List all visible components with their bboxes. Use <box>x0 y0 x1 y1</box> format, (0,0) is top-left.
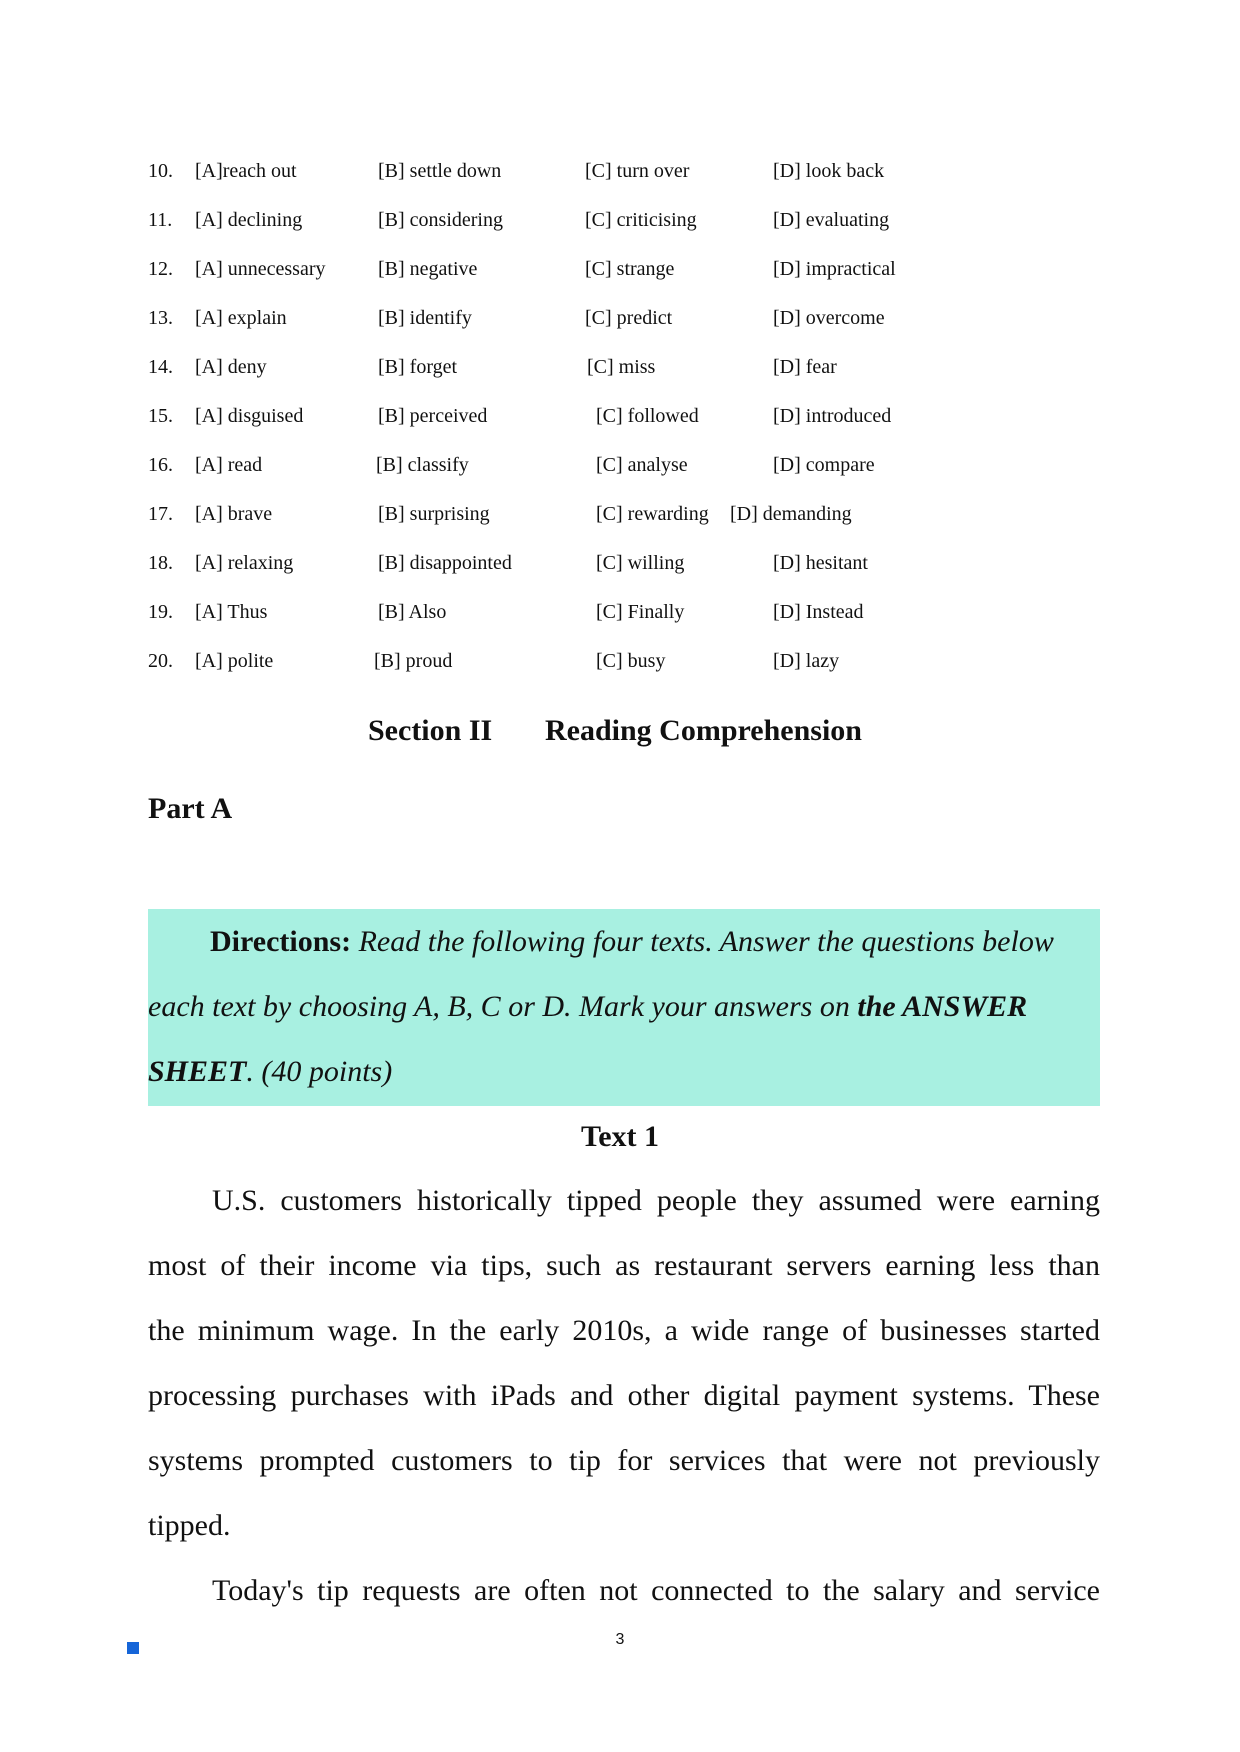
option-c: [C] predict <box>585 307 673 329</box>
option-c: [C] turn over <box>585 160 690 182</box>
section-label: Section II <box>368 714 493 747</box>
option-d: [D] Instead <box>773 601 864 623</box>
directions-line-2 <box>148 990 1027 1024</box>
option-b: [B] forget <box>378 356 458 378</box>
question-number: 14. <box>148 356 173 378</box>
option-a: [A] Thus <box>195 601 268 623</box>
option-c: [C] Finally <box>596 601 685 623</box>
option-b: [B] considering <box>378 209 503 231</box>
option-row <box>0 209 1240 239</box>
question-number: 10. <box>148 160 173 182</box>
option-b: [B] negative <box>378 258 478 280</box>
option-d: [D] hesitant <box>773 552 868 574</box>
option-d: [D] lazy <box>773 650 840 672</box>
option-a: [A] declining <box>195 209 303 231</box>
option-c: [C] strange <box>585 258 675 280</box>
option-c: [C] miss <box>587 356 656 378</box>
option-a: [A] polite <box>195 650 274 672</box>
passage-line: tipped. <box>148 1509 231 1542</box>
corner-marker-icon <box>127 1642 139 1654</box>
section-name: Reading Comprehension <box>545 714 862 747</box>
option-b: [B] Also <box>378 601 447 623</box>
option-d: [D] demanding <box>730 503 852 525</box>
directions-text-1: Read the following four texts. Answer the questions below <box>358 925 1054 958</box>
option-a: [A] read <box>195 454 263 476</box>
option-b: [B] settle down <box>378 160 502 182</box>
option-a: [A] disguised <box>195 405 304 427</box>
option-c: [C] criticising <box>585 209 697 231</box>
option-d: [D] impractical <box>773 258 896 280</box>
part-title: Part A <box>148 792 233 825</box>
option-row <box>0 601 1240 631</box>
option-row <box>0 503 1240 533</box>
option-row <box>0 160 1240 190</box>
option-row <box>0 307 1240 337</box>
option-row <box>0 552 1240 582</box>
directions-text-2: each text by choosing A, B, C or D. Mark your answers on <box>148 990 850 1023</box>
option-d: [D] fear <box>773 356 837 378</box>
option-c: [C] busy <box>596 650 666 672</box>
question-number: 13. <box>148 307 173 329</box>
option-a: [A] brave <box>195 503 273 525</box>
directions-box <box>148 909 1100 1106</box>
directions-label: Directions: <box>210 925 352 958</box>
passage-line: Today's tip requests are often not connected to the salary and service <box>212 1574 1100 1607</box>
option-a: [A] deny <box>195 356 267 378</box>
option-c: [C] followed <box>596 405 699 427</box>
directions-line-1 <box>210 925 1054 959</box>
directions-bold-sheet: SHEET <box>148 1055 247 1088</box>
option-row <box>0 650 1240 680</box>
option-a: [A] relaxing <box>195 552 294 574</box>
option-d: [D] introduced <box>773 405 892 427</box>
question-number: 16. <box>148 454 173 476</box>
question-number: 12. <box>148 258 173 280</box>
option-row <box>0 258 1240 288</box>
option-a: [A] explain <box>195 307 287 329</box>
text-title: Text 1 <box>580 1120 660 1153</box>
passage-line: systems prompted customers to tip for services that were not previously <box>148 1444 1100 1477</box>
directions-text-3: . (40 points) <box>246 1055 393 1088</box>
option-a: [A]reach out <box>195 160 297 182</box>
directions-line-3 <box>148 1055 392 1089</box>
page-number: 3 <box>615 1631 625 1648</box>
option-row <box>0 405 1240 435</box>
option-b: [B] surprising <box>378 503 490 525</box>
option-d: [D] look back <box>773 160 885 182</box>
passage-line: the minimum wage. In the early 2010s, a wide range of businesses started <box>148 1314 1100 1347</box>
passage-line: U.S. customers historically tipped people they assumed were earning <box>212 1184 1100 1217</box>
option-c: [C] analyse <box>596 454 688 476</box>
option-b: [B] identify <box>378 307 472 329</box>
option-row <box>0 356 1240 386</box>
option-b: [B] disappointed <box>378 552 512 574</box>
option-a: [A] unnecessary <box>195 258 326 280</box>
option-b: [B] classify <box>376 454 469 476</box>
passage-line: most of their income via tips, such as restaurant servers earning less than <box>148 1249 1100 1282</box>
question-number: 18. <box>148 552 173 574</box>
passage-line: processing purchases with iPads and other digital payment systems. These <box>148 1379 1100 1412</box>
question-number: 11. <box>148 209 173 231</box>
option-d: [D] overcome <box>773 307 885 329</box>
question-number: 15. <box>148 405 173 427</box>
option-d: [D] compare <box>773 454 875 476</box>
question-number: 19. <box>148 601 173 623</box>
option-row <box>0 454 1240 484</box>
option-d: [D] evaluating <box>773 209 890 231</box>
directions-bold-answer: the ANSWER <box>857 990 1028 1023</box>
question-number: 20. <box>148 650 173 672</box>
option-c: [C] willing <box>596 552 685 574</box>
option-c: [C] rewarding <box>596 503 709 525</box>
question-number: 17. <box>148 503 173 525</box>
option-b: [B] perceived <box>378 405 488 427</box>
option-b: [B] proud <box>374 650 453 672</box>
